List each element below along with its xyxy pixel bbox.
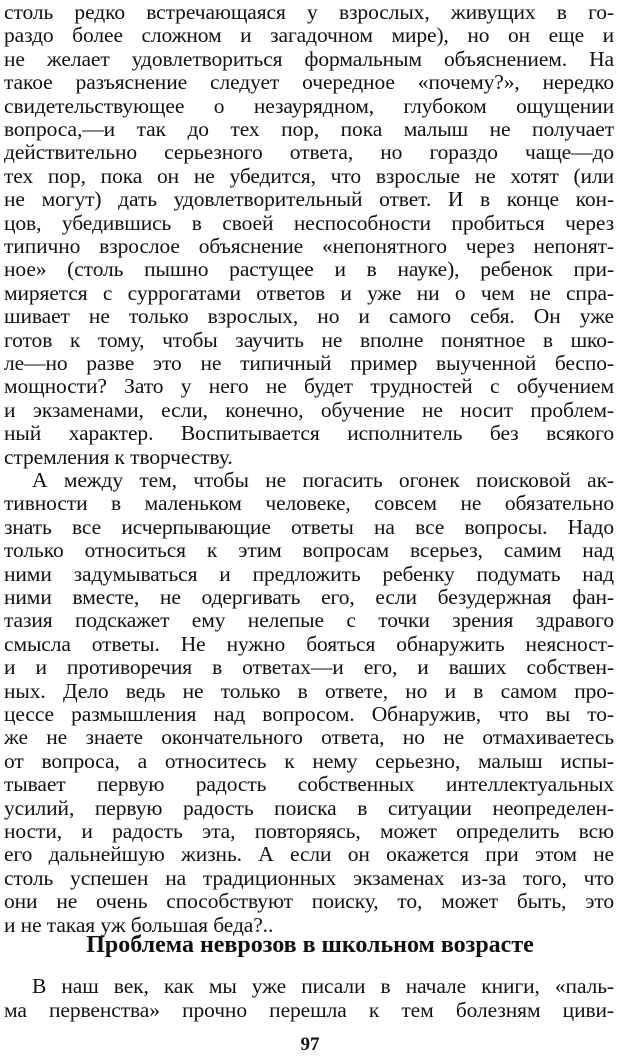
text-line: типично взрослое объяснение «непонятного через непонят- xyxy=(4,234,614,258)
text-line: столь успешен на традиционных экзаменах из-за того, что xyxy=(4,865,614,890)
text-line: и не такая уж большая беда?.. xyxy=(4,912,274,937)
text-line: свидетельствующее о незаурядном, глубоком ощущении xyxy=(4,93,614,118)
text-line: ных. Дело ведь не только в ответе, но и в самом про- xyxy=(4,678,614,703)
text-line: ма первенства» прочно перешла к тем болезням циви- xyxy=(4,998,614,1022)
text-line: тивности в маленьком человеке, совсем не обязательно xyxy=(4,491,614,516)
text-line: ный характер. Воспитывается исполнитель без всякого xyxy=(4,421,614,446)
text-line: ними задумываться и предложить ребенку подумать над xyxy=(4,561,614,586)
text-line: ности, и радость эта, повторяясь, может определить всю xyxy=(4,819,614,843)
section-heading: Проблема неврозов в школьном возрасте xyxy=(86,932,534,958)
text-line: раздо более сложном и загадочном мире), но он еще и xyxy=(4,23,614,48)
text-line: шивает не только взрослых, но и самого себя. Он уже xyxy=(4,304,614,329)
text-line: только относиться к этим вопросам всерьез, самим над xyxy=(4,538,614,563)
text-line: ное» (столь пышно растущее и в науке), ребенок при- xyxy=(4,257,614,282)
text-line: знать все исчерпывающие ответы на все вопросы. Надо xyxy=(4,514,614,539)
text-line: от вопроса, а относитесь к нему серьезно, малыш испы- xyxy=(4,748,614,773)
text-line: смысла ответы. Не нужно бояться обнаружить неясност- xyxy=(4,631,614,656)
text-line: такое разъяснение следует очередное «почему?», нередко xyxy=(4,70,614,95)
text-line: цов, убедившись в своей неспособности пробиться через xyxy=(4,210,614,235)
text-line: В наш век, как мы уже писали в начале книги, «паль- xyxy=(32,974,614,998)
text-line: и экзаменами, если, конечно, обучение не носит проблем- xyxy=(4,397,614,422)
text-line: не желает удовлетвориться формальным объяснением. На xyxy=(4,46,614,71)
text-line: его дальнейшую жизнь. А если он окажется при этом не xyxy=(4,842,614,867)
text-line: стремления к творчеству. xyxy=(4,444,233,469)
text-line: вопроса,—и так до тех пор, пока малыш не получает xyxy=(4,117,614,141)
text-line: тазия подскажет ему нелепые с точки зрения здравого xyxy=(4,608,614,633)
page-number: 97 xyxy=(300,1034,320,1055)
text-line: цессе размышления над вопросом. Обнаружив, что вы то- xyxy=(4,702,614,726)
text-line: тывает первую радость собственных интеллектуальных xyxy=(4,772,614,797)
text-line: же не знаете окончательного ответа, но не отмахиваетесь xyxy=(4,725,614,750)
text-line: действительно серьезного ответа, но гораздо чаще—до xyxy=(4,140,614,165)
text-line: усилий, первую радость поиска в ситуации неопределен- xyxy=(4,795,614,820)
text-line: А между тем, чтобы не погасить огонек поисковой ак- xyxy=(32,468,614,492)
text-line: ними вместе, не одергивать его, если безудержная фан- xyxy=(4,585,614,609)
text-line: миряется с суррогатами ответов и уже ни о чем не спра- xyxy=(4,280,614,305)
text-line: готов к тому, чтобы заучить не вполне понятное в шко- xyxy=(4,327,614,352)
text-line: мощности? Зато у него не будет трудностей с обучением xyxy=(4,374,614,399)
text-line: ле—но разве это не типичный пример выученной беспо- xyxy=(4,351,614,375)
text-line: и и противоречия в ответах—и его, и ваших собствен- xyxy=(4,655,614,680)
text-line: не могут) дать удовлетворительный ответ. И в конце кон- xyxy=(4,187,614,212)
text-line: тех пор, пока он не убедится, что взрослые не хотят (или xyxy=(4,163,614,188)
text-line: столь редко встречающаяся у взрослых, живущих в го- xyxy=(4,0,614,24)
text-line: они не очень способствуют поиску, то, может быть, это xyxy=(4,889,614,914)
